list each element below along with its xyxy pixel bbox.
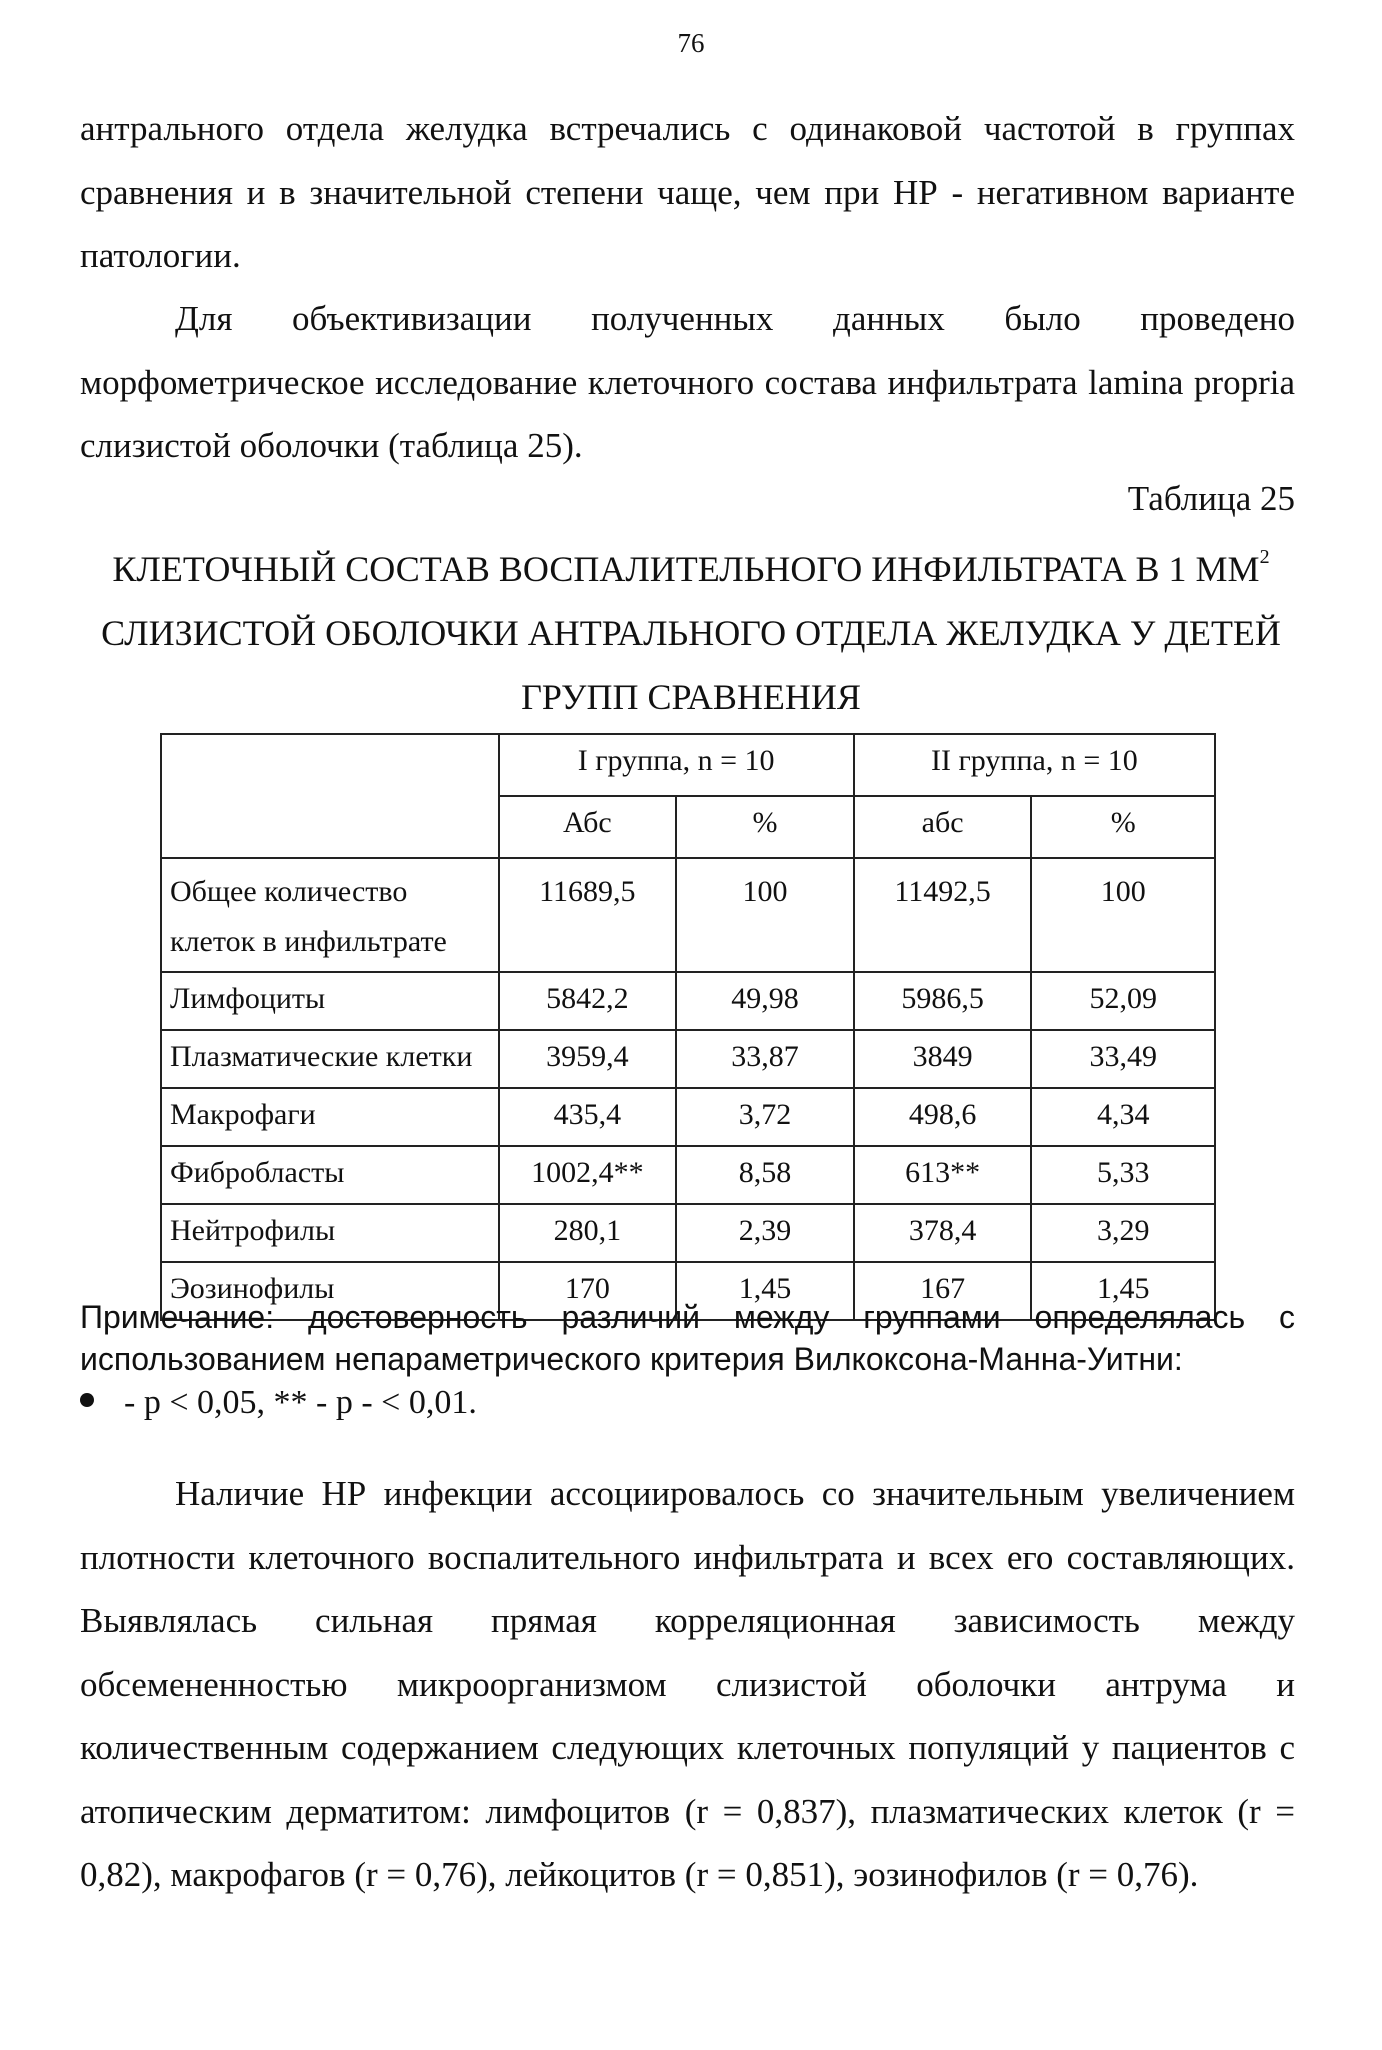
table-row bbox=[161, 1088, 1215, 1146]
significance-legend bbox=[80, 1384, 477, 1422]
cell-abs-2: 498,6 bbox=[854, 1088, 1032, 1146]
group1-header: I группа, n = 10 bbox=[499, 734, 854, 796]
row-label: Эозинофилы bbox=[161, 1262, 499, 1320]
subheader-abs-2: абс bbox=[854, 796, 1032, 858]
table-caption: Таблица 25 bbox=[1127, 479, 1295, 518]
cell-pct-1: 8,58 bbox=[676, 1146, 854, 1204]
cell-abs-1: 1002,4** bbox=[499, 1146, 677, 1204]
subheader-pct-1: % bbox=[676, 796, 854, 858]
cell-pct-1: 2,39 bbox=[676, 1204, 854, 1262]
cell-pct-2: 3,29 bbox=[1031, 1204, 1215, 1262]
table-title-superscript: 2 bbox=[1259, 546, 1270, 568]
table-title bbox=[60, 537, 1322, 729]
cell-pct-1: 100 bbox=[676, 858, 854, 972]
row-label: Общее количество клеток в инфильтрате bbox=[161, 858, 499, 972]
table-note: Примечание: достоверность различий между группами определялась с использованием непараметрического критерия Вилкоксона-Манна-Уитни: bbox=[80, 1299, 1295, 1377]
significance-text: - р < 0,05, ** - р - < 0,01. bbox=[124, 1384, 477, 1421]
cell-abs-2: 167 bbox=[854, 1262, 1032, 1320]
table-row bbox=[161, 1030, 1215, 1088]
row-label: Плазматические клетки bbox=[161, 1030, 499, 1088]
cell-abs-1: 5842,2 bbox=[499, 972, 677, 1030]
row-label: Лимфоциты bbox=[161, 972, 499, 1030]
table-row bbox=[161, 858, 1215, 972]
cell-abs-1: 3959,4 bbox=[499, 1030, 677, 1088]
table-row bbox=[161, 1146, 1215, 1204]
table-header-row bbox=[161, 734, 1215, 796]
cell-pct-2: 5,33 bbox=[1031, 1146, 1215, 1204]
cell-abs-2: 3849 bbox=[854, 1030, 1032, 1088]
cell-pct-2: 4,34 bbox=[1031, 1088, 1215, 1146]
subheader-abs-1: Абс bbox=[499, 796, 677, 858]
cell-pct-2: 100 bbox=[1031, 858, 1215, 972]
cell-pct-2: 52,09 bbox=[1031, 972, 1215, 1030]
table-row bbox=[161, 972, 1215, 1030]
paragraph-2: Для объективизации полученных данных было проведено морфометрическое исследование клеточного состава инфильтрата lamina propria слизистой оболочки (таблица 25). bbox=[80, 299, 1295, 465]
cell-pct-1: 3,72 bbox=[676, 1088, 854, 1146]
cell-abs-1: 11689,5 bbox=[499, 858, 677, 972]
cell-composition-table bbox=[160, 733, 1216, 1321]
cell-abs-2: 5986,5 bbox=[854, 972, 1032, 1030]
paragraph-3: Наличие НР инфекции ассоциировалось со значительным увеличением плотности клеточного воспалительного инфильтрата и всех его составляющих. Выявлялась сильная прямая корреляционная зависимость между обсемененностью микроорганизмом слизистой оболочки антрума и количественным содержанием следующих клеточных популяций у пациентов с атопическим дерматитом: лимфоцитов (r = 0,837), плазматических клеток (r = 0,82), макрофагов (r = 0,76), лейкоцитов (r = 0,851), эозинофилов (r = 0,76). bbox=[80, 1474, 1295, 1894]
table-title-part2: СЛИЗИСТОЙ ОБОЛОЧКИ АНТРАЛЬНОГО ОТДЕЛА ЖЕЛУДКА У ДЕТЕЙ ГРУПП СРАВНЕНИЯ bbox=[101, 613, 1281, 717]
cell-abs-2: 378,4 bbox=[854, 1204, 1032, 1262]
subheader-pct-2: % bbox=[1031, 796, 1215, 858]
row-label: Фибробласты bbox=[161, 1146, 499, 1204]
cell-pct-1: 33,87 bbox=[676, 1030, 854, 1088]
page-number: 76 bbox=[677, 28, 705, 58]
cell-abs-1: 280,1 bbox=[499, 1204, 677, 1262]
table-title-part1: КЛЕТОЧНЫЙ СОСТАВ ВОСПАЛИТЕЛЬНОГО ИНФИЛЬТРАТА В 1 ММ bbox=[112, 549, 1260, 589]
cell-abs-2: 11492,5 bbox=[854, 858, 1032, 972]
row-label: Нейтрофилы bbox=[161, 1204, 499, 1262]
cell-abs-2: 613** bbox=[854, 1146, 1032, 1204]
empty-corner-cell bbox=[161, 734, 499, 858]
bullet-icon bbox=[80, 1393, 94, 1407]
cell-abs-1: 435,4 bbox=[499, 1088, 677, 1146]
cell-pct-2: 33,49 bbox=[1031, 1030, 1215, 1088]
group2-header: II группа, n = 10 bbox=[854, 734, 1215, 796]
cell-abs-1: 170 bbox=[499, 1262, 677, 1320]
cell-pct-1: 49,98 bbox=[676, 972, 854, 1030]
cell-pct-2: 1,45 bbox=[1031, 1262, 1215, 1320]
cell-pct-1: 1,45 bbox=[676, 1262, 854, 1320]
row-label: Макрофаги bbox=[161, 1088, 499, 1146]
paragraph-1: антрального отдела желудка встречались с одинаковой частотой в группах сравнения и в значительной степени чаще, чем при НР - негативном варианте патологии. bbox=[80, 109, 1295, 275]
table-row bbox=[161, 1204, 1215, 1262]
